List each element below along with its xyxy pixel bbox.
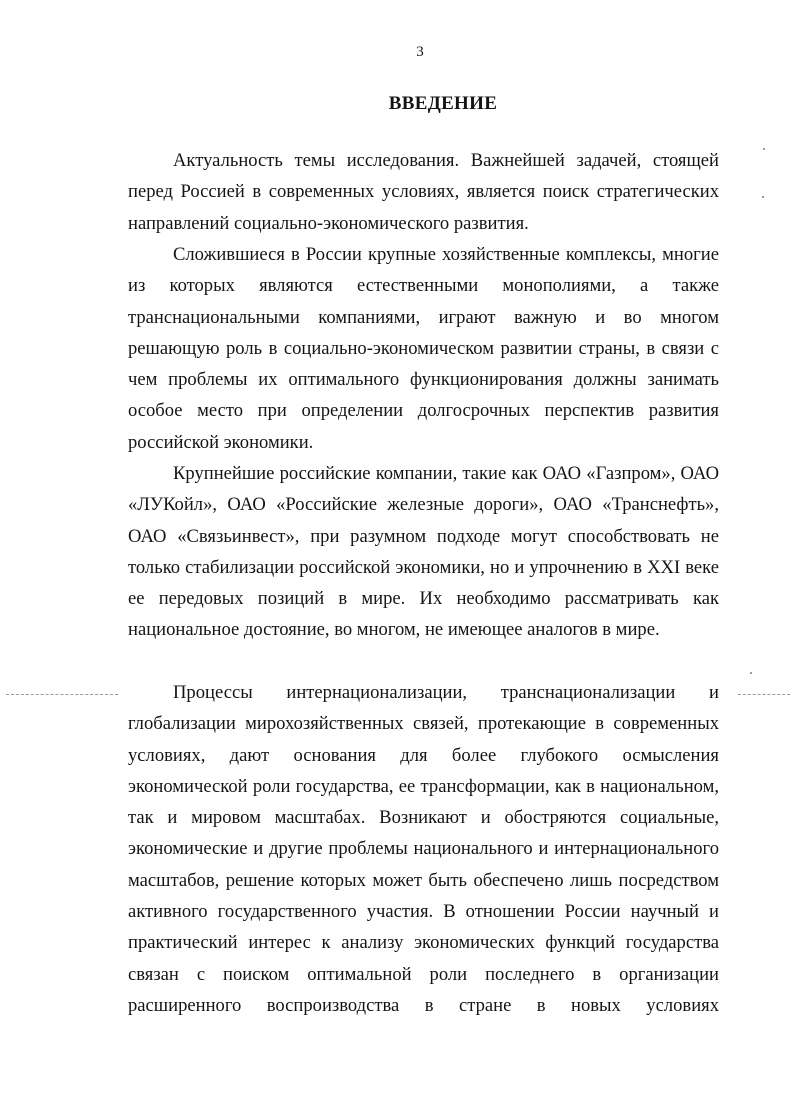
paragraph-relevance: Актуальность темы исследования. Важнейшей задачей, стоящей перед Россией в современных условиях, является поиск стратегических направлений социально-экономического развития. bbox=[128, 150, 719, 234]
scan-artifact-line-left bbox=[6, 694, 118, 695]
paragraph-globalization: Процессы интернационализации, транснационализации и глобализации мирохозяйственных связей, протекающие в современных условиях, дают основания для более глубокого осмысления экономической роли государства, ее трансформации, как в национальном, так и мировом масштабах. Возникают и обостряются социальные, экономические и другие проблемы национального и интернационального масштабов, решение которых может быть обеспечено лишь посредством активного государственного участия. В отношении России научный и практический интерес к анализу экономических функций государства связан с поиском оптимальной роли последнего в организации расширенного воспроизводства в стране в новых условиях bbox=[128, 682, 719, 1016]
scan-speck bbox=[750, 672, 752, 674]
page-number: 3 bbox=[416, 44, 424, 60]
scan-artifact-line-right bbox=[738, 694, 790, 695]
paragraph-major-companies: Крупнейшие российские компании, такие как ОАО «Газпром», ОАО «ЛУКойл», ОАО «Российские железные дороги», ОАО «Транснефть», ОАО «Связьинвест», при разумном подходе могут способствовать не только стабилизации российской экономики, но и упрочнению в XXI веке ее передовых позиций в мире. Их необходимо рассматривать как национальное достояние, во многом, не имеющее аналогов в мире. bbox=[128, 463, 719, 641]
scan-speck bbox=[763, 148, 765, 150]
scan-speck bbox=[762, 196, 764, 198]
section-heading: ВВЕДЕНИЕ bbox=[388, 93, 498, 114]
paragraph-economic-complexes: Сложившиеся в России крупные хозяйственные комплексы, многие из которых являются естественными монополиями, а также транснациональными компаниями, играют важную и во многом решающую роль в социально-экономическом развитии страны, в связи с чем проблемы их оптимального функционирования должны занимать особое место при определении долгосрочных перспектив развития российской экономики. bbox=[128, 244, 719, 453]
